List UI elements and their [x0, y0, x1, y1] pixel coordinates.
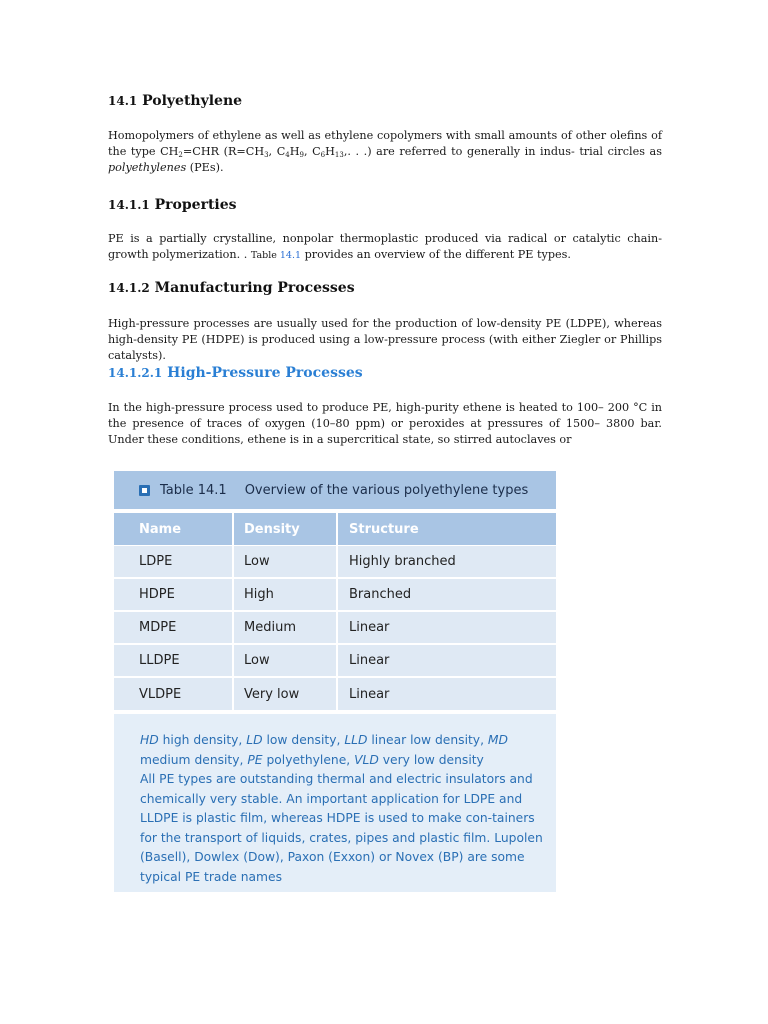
column-divider	[336, 513, 338, 545]
cell-density: High	[244, 587, 274, 602]
table-header-row	[114, 513, 556, 546]
cell-structure: Linear	[349, 653, 390, 668]
cell-name: HDPE	[139, 587, 175, 602]
cell-structure: Linear	[349, 620, 390, 635]
subscript: 4	[285, 151, 290, 159]
column-divider	[232, 645, 234, 676]
section-number: 14.1	[108, 94, 138, 108]
high-pressure-paragraph: In the high-pressure process used to produce PE, high-purity ethene is heated to 100– 200 °C in the presence of traces of oxygen (10–80 ppm) or peroxides at pressures of 1500– 3800 bar. Under these conditions, ethene is in a supercritical state, so stirred autoclaves or	[108, 401, 662, 446]
properties-heading	[108, 197, 237, 213]
table-link[interactable]: 14.1	[279, 250, 302, 261]
column-divider	[336, 612, 338, 643]
properties-text: provides an overview of the different PE types.	[301, 248, 571, 261]
high-pressure-title: High-Pressure Processes	[167, 365, 363, 381]
subscript: 13	[334, 151, 344, 159]
abbreviation-note	[140, 731, 544, 770]
subscript: 9	[299, 151, 304, 159]
column-divider	[232, 579, 234, 610]
cell-name: MDPE	[139, 620, 177, 635]
table-title-bar	[114, 471, 556, 509]
abbr-desc: very low density	[378, 752, 484, 767]
abbr-term: PE	[247, 752, 263, 767]
high-pressure-number: 14.1.2.1	[108, 366, 163, 380]
abbr-term: HD	[140, 733, 159, 747]
abbr-term: VLD	[354, 752, 379, 767]
table-row	[114, 678, 556, 710]
subscript: 6	[320, 151, 326, 159]
column-divider	[336, 579, 338, 610]
column-divider	[336, 546, 338, 577]
manufacturing-number: 14.1.2	[108, 281, 150, 295]
table-icon	[139, 485, 150, 496]
abbr-desc: polyethylene,	[262, 752, 355, 767]
cell-structure: Highly branched	[349, 554, 456, 569]
manufacturing-heading	[108, 280, 355, 296]
cell-density: Medium	[244, 620, 296, 635]
properties-text: PE is a partially crystalline, nonpolar thermoplastic produced via radical or catalytic chain-growth polymerization. .	[108, 232, 662, 261]
table-row	[114, 645, 556, 678]
column-divider	[232, 678, 234, 710]
intro-text: (PEs).	[186, 161, 224, 174]
section-heading	[108, 93, 242, 109]
table-row	[114, 612, 556, 645]
cell-density: Very low	[244, 686, 300, 702]
italic-term: polyethylenes	[108, 161, 187, 174]
properties-paragraph	[108, 231, 662, 264]
cell-density: Low	[244, 653, 270, 668]
high-pressure-heading	[108, 365, 363, 381]
intro-text: , C	[268, 145, 286, 158]
abbr-desc: linear low density,	[367, 733, 488, 747]
column-divider	[232, 546, 234, 577]
table-word: Table	[250, 250, 280, 261]
properties-number: 14.1.1	[108, 198, 150, 212]
table-row	[114, 546, 556, 579]
intro-text: , C	[303, 145, 321, 158]
table-caption: Overview of the various polyethylene types	[244, 482, 529, 498]
cell-density: Low	[244, 554, 270, 569]
manufacturing-paragraph: High-pressure processes are usually used for the production of low-density PE (LDPE), whereas high-density PE (HDPE) is produced using a low-pressure process (with either Ziegler or Phillips catalysts).	[108, 317, 662, 362]
cell-structure: Branched	[349, 587, 412, 602]
subscript: 2	[178, 151, 183, 159]
cell-name: LDPE	[139, 554, 173, 569]
manufacturing-title: Manufacturing Processes	[154, 280, 355, 296]
intro-text: H	[289, 145, 300, 158]
abbr-desc: low density,	[262, 733, 345, 747]
intro-paragraph	[108, 128, 662, 176]
cell-name: VLDPE	[139, 686, 182, 702]
intro-text: =CHR (R=CH	[182, 145, 265, 158]
abbr-term: LLD	[344, 733, 368, 747]
table-figure	[114, 471, 556, 892]
cell-name: LLDPE	[139, 653, 180, 668]
footnote-text: All PE types are outstanding thermal and electric insulators and chemically very stable. An important application for LDPE and LLDPE is plastic film, whereas HDPE is used to make con-tainers for the transport of liquids, crates, pipes and plastic film. Lupolen (Basell), Dowlex (Dow), Paxon (Exxon) or Novex (BP) are some typical PE trade names	[140, 772, 543, 884]
column-divider	[232, 513, 234, 545]
intro-text: Homopolymers of ethylene as well as ethylene copolymers with small amounts of other olefins of the type CH	[108, 129, 662, 158]
header-structure: Structure	[349, 521, 419, 537]
header-name: Name	[139, 521, 182, 537]
header-density: Density	[244, 521, 300, 537]
intro-text: ,. . .) are referred to generally in indus- trial circles as	[343, 145, 662, 158]
intro-text: H	[325, 145, 335, 158]
section-title: Polyethylene	[142, 93, 243, 109]
abbr-desc: medium density,	[140, 752, 248, 767]
abbr-term: MD	[487, 733, 508, 747]
column-divider	[232, 612, 234, 643]
table-row	[114, 579, 556, 612]
subscript: 3	[264, 151, 269, 159]
properties-title: Properties	[154, 197, 237, 213]
column-divider	[336, 645, 338, 676]
table-footnote	[114, 714, 556, 892]
cell-structure: Linear	[349, 686, 390, 702]
abbr-desc: high density,	[158, 733, 247, 747]
abbr-term: LD	[246, 733, 263, 747]
column-divider	[336, 678, 338, 710]
table-label: Table 14.1	[160, 482, 227, 498]
